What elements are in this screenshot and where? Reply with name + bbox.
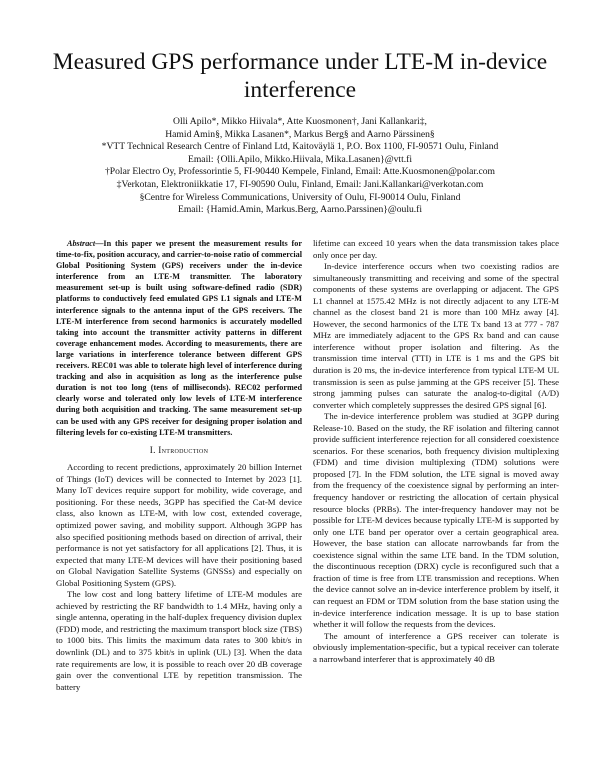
right-column bbox=[313, 238, 559, 665]
left-column bbox=[56, 238, 302, 693]
paragraph: In-device interference occurs when two coexisting radios are simultaneously transmitting and receiving and some of the spectral components of these systems are overlapping or adjacent. The GPS L1 channel at 1575.42 MHz is not directly adjacent to any LTE-M channel as the closest band 21 is more than 100 MHz away [4]. However, the second harmonics of the LTE Tx band 13 at 777 - 787 MHz are immediately adjacent to the GPS Rx band and can cause interference without proper isolation and filtering. As the transmission time interval (TTI) in LTE is 1 ms and the GPS bit duration is 20 ms, the in-device interference from typical LTE-M UL transmission is seen as pulse jamming at the GPS receiver [5]. These strong jamming pulses can saturate the analog-to-digital (A/D) converter which completely suppresses the desired GPS signal [6]. bbox=[313, 261, 559, 410]
paragraph: lifetime can exceed 10 years when the data transmission takes place only once per day. bbox=[313, 238, 559, 260]
paragraph: The low cost and long battery lifetime of LTE-M modules are achieved by restricting the RF bandwidth to 1.4 MHz, having only a single antenna, operating in the half-duplex frequency division duplex (FDD) mode, and restricting the maximum transport block size (TBS) to 1000 bits. This limits the maximum data rates to 300 kbit/s in downlink (DL) and to 375 kbit/s in uplink (UL) [3]. When the data rate requirements are low, it is possible to reach over 20 dB coverage gain over the conventional LTE by repetition transmission. The battery bbox=[56, 589, 302, 692]
paragraph: The amount of interference a GPS receiver can tolerate is obviously implementation-specific, but a typical receiver can tolerate a narrowband interferer that is approximately 40 dB bbox=[313, 630, 559, 664]
paper-title: Measured GPS performance under LTE-M in-device interference bbox=[52, 49, 548, 103]
affiliation-email: Email: {Hamid.Amin, Markus.Berg, Aarno.Parssinen}@oulu.fi bbox=[177, 204, 423, 216]
affiliation: *VTT Technical Research Centre of Finland Ltd, Kaitoväylä 1, P.O. Box 1100, FI-90571 Oulu, Finland bbox=[101, 141, 499, 153]
author-line: Hamid Amin§, Mikka Lasanen*, Markus Berg§ and Aarno Pärssinen§ bbox=[165, 128, 435, 140]
paragraph: The in-device interference problem was studied at 3GPP during Release-10. Based on the study, the RF isolation and filtering cannot provide sufficient interference rejection for all considered coexistence scenarios. For these scenarios, both frequency division multiplexing (FDM) and time division multiplexing (TDM) solutions were proposed [7]. In the FDM solution, the LTE signal is moved away from the frequency of the coexistence signal by performing an inter-frequency handover or restricting the allocation of certain physical resource blocks (PRBs). The inter-frequency handover may not be possible for LTE-M devices because typically LTE-M is supported by only one LTE band per operator over a certain geographical area. However, the base station can allocate narrowbands far from the coexistence signal within the same LTE band. In the TDM solution, the discontinuous reception (DRX) cycle is reconfigured such that a fraction of time is free from LTE transmission and receptions. When the device cannot solve an in-device interference problem by itself, it can request an FDM or TDM solution from the base station using the in-device interference indication message. It is up to base station whether it will follow the requests from the devices. bbox=[313, 411, 559, 630]
author-block bbox=[60, 116, 540, 217]
abstract bbox=[56, 238, 302, 438]
affiliation-email: Email: {Olli.Apilo, Mikko.Hiivala, Mika.Lasanen}@vtt.fi bbox=[187, 153, 412, 165]
abstract-lead: Abstract bbox=[67, 239, 96, 248]
paragraph: According to recent predictions, approximately 20 billion Internet of Things (IoT) devices will be connected to Internet by 2023 [1]. Many IoT devices require support for mobility, wide coverage, and positioning. For these needs, 3GPP has specified the Cat-M device class, also known as LTE-M, with low cost, extended coverage, optimized power saving, and mobility support. Although 3GPP has also specified positioning methods based on direction of arrival, their performance is not yet satisfactory for all applications [2]. Thus, it is expected that many LTE-M devices will have their positioning based on Global Navigation Satellite Systems (GNSSs) and especially on Global Positioning System (GPS). bbox=[56, 462, 302, 588]
abstract-text: —In this paper we present the measurement results for time-to-fix, position accuracy, and carrier-to-noise ratio of commercial Global Positioning System (GPS) receivers under the in-device interference from an LTE-M transmitter. The laboratory measurement set-up is built using software-defined radio (SDR) platforms to conductively feed emulated GPS L1 signals and LTE-M interference signals to the antenna input of the GPS receivers. The LTE-M interference from second harmonics is accurately modelled taking into account the transmitter activity patterns in different coverage enhancement modes. According to measurements, there are large variations in interference tolerance between different GPS receivers. REC01 was able to tolerate high level of interference during tracking and also in acquisition as long as the interference pulse duration is not too long (tens of milliseconds). REC02 performed clearly worse and tolerated only low levels of LTE-M interference during both acquisition and tracking. The same measurement set-up can be used with any GPS receiver for designing proper isolation and filtering levels for co-existing LTE-M transmitters. bbox=[56, 239, 302, 437]
affiliation: ‡Verkotan, Elektroniikkatie 17, FI-90590 Oulu, Finland, Email: Jani.Kallankari@verkotan.com bbox=[116, 178, 484, 190]
affiliation: †Polar Electro Oy, Professorintie 5, FI-90440 Kempele, Finland, Email: Atte.Kuosmonen@polar.com bbox=[104, 166, 496, 178]
affiliation: §Centre for Wireless Communications, University of Oulu, FI-90014 Oulu, Finland bbox=[139, 191, 461, 203]
section-heading: I. Introduction bbox=[149, 444, 209, 455]
author-line: Olli Apilo*, Mikko Hiivala*, Atte Kuosmonen†, Jani Kallankari‡, bbox=[173, 116, 427, 127]
